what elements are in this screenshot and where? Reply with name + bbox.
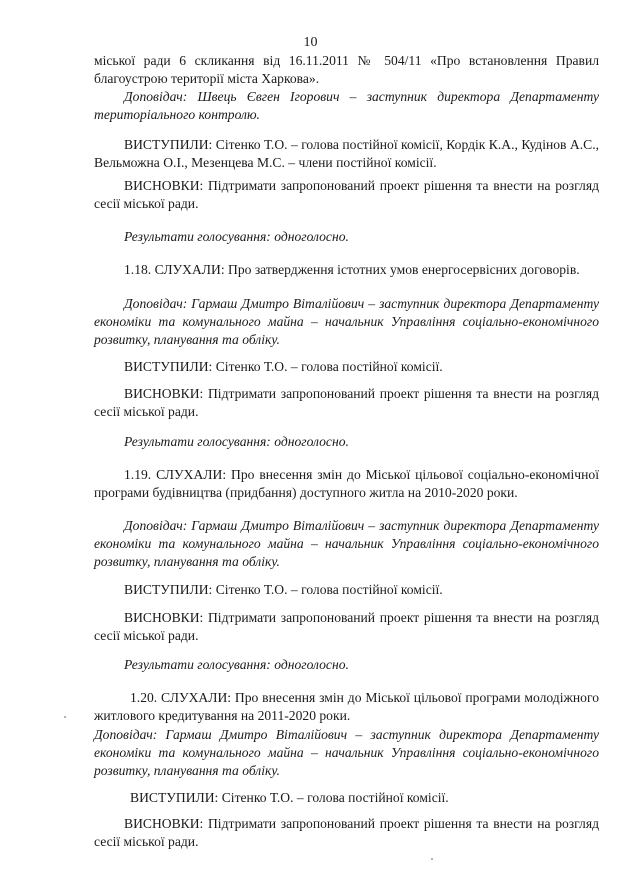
paragraph-speaker (94, 726, 599, 780)
paragraph-decision-reference (94, 52, 599, 88)
spoke-lead: ВИСТУПИЛИ: (124, 582, 213, 597)
spoke-text: Сітенко Т.О. – голова постійної комісії. (212, 582, 443, 597)
voting-lead: Результати голосування: (124, 434, 271, 449)
scan-speck (431, 858, 433, 860)
conclusions-text: Підтримати запропонований проект рішення та внести на розгляд сесії міської ради. (94, 816, 599, 849)
paragraph-spoke (94, 789, 599, 807)
voting-text: одноголосно. (270, 229, 349, 244)
paragraph-voting-result (94, 228, 599, 246)
conclusions-lead: ВИСНОВКИ: (124, 610, 204, 625)
scan-speck (64, 716, 66, 718)
spoke-text: Сітенко Т.О. – голова постійної комісії. (218, 790, 449, 805)
conclusions-text: Підтримати запропонований проект рішення та внести на розгляд сесії міської ради. (94, 386, 599, 419)
speaker-lead: Доповідач: (124, 89, 188, 104)
voting-text: одноголосно. (270, 434, 349, 449)
paragraph-conclusions (94, 609, 599, 645)
spoke-lead: ВИСТУПИЛИ: (124, 137, 213, 152)
paragraph-heard-1-19 (94, 466, 599, 502)
spoke-lead: ВИСТУПИЛИ: (124, 359, 213, 374)
paragraph-conclusions (94, 177, 599, 213)
paragraph-conclusions (94, 385, 599, 421)
speaker-name: Швець Євген Ігорович – заступник директора Департаменту територіального контролю. (94, 89, 599, 122)
speaker-lead: Доповідач: (124, 518, 188, 533)
paragraph-text: міської ради 6 скликання від 16.11.2011 № 504/11 «Про встановлення Правил благоустрою території міста Харкова». (94, 53, 599, 86)
speaker-name: Гармаш Дмитро Віталійович – заступник директора Департаменту економіки та комунального майна – начальник Управління соціально-економічного розвитку, планування та обліку. (94, 727, 599, 778)
conclusions-lead: ВИСНОВКИ: (124, 386, 204, 401)
heard-lead: 1.19. СЛУХАЛИ: (124, 467, 227, 482)
page-number: 10 (303, 35, 318, 50)
conclusions-lead: ВИСНОВКИ: (124, 178, 204, 193)
paragraph-spoke (94, 136, 599, 172)
paragraph-conclusions (94, 815, 599, 851)
paragraph-heard-1-18 (94, 261, 599, 279)
paragraph-voting-result (94, 433, 599, 451)
paragraph-heard-1-20 (94, 689, 599, 725)
paragraph-spoke (94, 581, 599, 599)
speaker-name: Гармаш Дмитро Віталійович – заступник директора Департаменту економіки та комунального майна – начальник Управління соціально-економічного розвитку, планування та обліку. (94, 518, 599, 569)
speaker-lead: Доповідач: (124, 296, 188, 311)
heard-text: Про затвердження істотних умов енергосервісних договорів. (224, 262, 580, 277)
conclusions-lead: ВИСНОВКИ: (124, 816, 204, 831)
heard-text: Про внесення змін до Міської цільової програми молодіжного житлового кредитування на 2011-2020 роки. (94, 690, 599, 723)
speaker-name: Гармаш Дмитро Віталійович – заступник директора Департаменту економіки та комунального майна – начальник Управління соціально-економічного розвитку, планування та обліку. (94, 296, 599, 347)
conclusions-text: Підтримати запропонований проект рішення та внести на розгляд сесії міської ради. (94, 178, 599, 211)
paragraph-speaker (94, 88, 599, 124)
heard-lead: 1.20. СЛУХАЛИ: (130, 690, 232, 705)
spoke-text: Сітенко Т.О. – голова постійної комісії. (212, 359, 443, 374)
paragraph-voting-result (94, 656, 599, 674)
heard-text: Про внесення змін до Міської цільової соціально-економічної програми будівництва (придбання) доступного житла на 2010-2020 роки. (94, 467, 599, 500)
voting-lead: Результати голосування: (124, 657, 271, 672)
voting-text: одноголосно. (270, 657, 349, 672)
paragraph-speaker (94, 517, 599, 571)
paragraph-spoke (94, 358, 599, 376)
conclusions-text: Підтримати запропонований проект рішення та внести на розгляд сесії міської ради. (94, 610, 599, 643)
paragraph-speaker (94, 295, 599, 349)
speaker-lead: Доповідач: (94, 727, 158, 742)
spoke-lead: ВИСТУПИЛИ: (130, 790, 219, 805)
spoke-text: Сітенко Т.О. – голова постійної комісії, Кордік К.А., Кудінов А.С., Вельможна О.І., Мезенцева М.С. – члени постійної комісії. (94, 137, 599, 170)
voting-lead: Результати голосування: (124, 229, 271, 244)
heard-lead: 1.18. СЛУХАЛИ: (124, 262, 225, 277)
